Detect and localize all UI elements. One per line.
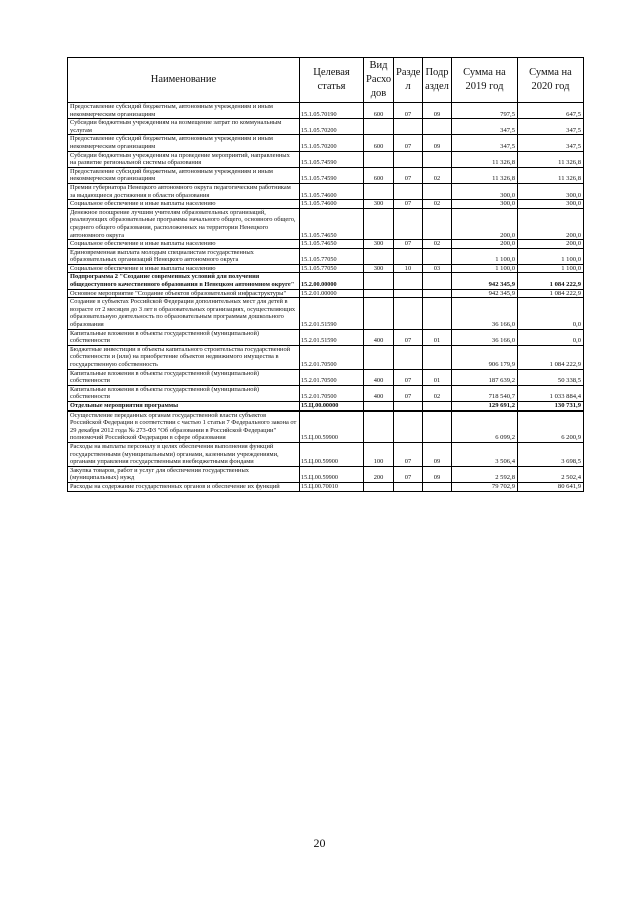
row-target-article-cell: 15.2.01.51590	[300, 298, 364, 329]
row-sum-2020-cell: 347,5	[518, 119, 584, 135]
row-target-article-cell: 15.1.05.74590	[300, 151, 364, 167]
row-sum-2019-cell: 2 592,8	[452, 466, 518, 482]
header-sum-2020: Сумма на 2020 год	[518, 58, 584, 103]
row-subsection-cell: 09	[423, 442, 452, 466]
row-subsection-cell	[423, 208, 452, 239]
row-sum-2019-cell: 36 166,0	[452, 298, 518, 329]
table-row	[68, 369, 584, 385]
row-expense-kind-cell	[364, 273, 394, 289]
row-section-cell: 07	[394, 385, 423, 401]
row-section-cell	[394, 482, 423, 491]
row-subsection-cell	[423, 273, 452, 289]
row-subsection-cell	[423, 248, 452, 264]
row-subsection-cell: 01	[423, 329, 452, 345]
row-sum-2020-cell: 0,0	[518, 298, 584, 329]
table-row	[68, 345, 584, 369]
row-target-article-cell: 15.Ц.00.59900	[300, 411, 364, 443]
row-subsection-cell	[423, 289, 452, 298]
row-subsection-cell	[423, 482, 452, 491]
row-target-article-cell: 15.1.05.77050	[300, 248, 364, 264]
table-row	[68, 411, 584, 443]
row-sum-2020-cell: 1 084 222,9	[518, 273, 584, 289]
row-sum-2019-cell: 11 326,8	[452, 167, 518, 183]
table-row	[68, 119, 584, 135]
row-name-cell: Бюджетные инвестиции в объекты капитального строительства государственной собственности и (или) на приобретение объектов недвижимого имущества в государственную собственность	[68, 345, 300, 369]
row-sum-2019-cell: 200,0	[452, 240, 518, 249]
row-sum-2020-cell: 647,5	[518, 103, 584, 119]
row-section-cell: 07	[394, 167, 423, 183]
table-row	[68, 240, 584, 249]
row-name-cell: Отдельные мероприятия программы	[68, 401, 300, 410]
row-section-cell	[394, 401, 423, 410]
row-expense-kind-cell: 100	[364, 442, 394, 466]
table-row	[68, 442, 584, 466]
row-name-cell: Предоставление субсидий бюджетным, автономным учреждениям и иным некоммерческим организациям	[68, 135, 300, 151]
row-sum-2019-cell: 347,5	[452, 119, 518, 135]
row-name-cell: Премии губернатора Ненецкого автономного округа педагогическим работникам за выдающиеся достижения в области образования	[68, 183, 300, 199]
table-row	[68, 151, 584, 167]
row-name-cell: Социальное обеспечение и иные выплаты населению	[68, 240, 300, 249]
header-subsection: Подр аздел	[423, 58, 452, 103]
table-row	[68, 401, 584, 410]
row-name-cell: Основное мероприятие "Создание объектов образовательной инфраструктуры"	[68, 289, 300, 298]
row-sum-2019-cell: 6 099,2	[452, 411, 518, 443]
row-sum-2019-cell: 36 166,0	[452, 329, 518, 345]
row-sum-2020-cell: 80 641,9	[518, 482, 584, 491]
row-sum-2020-cell: 300,0	[518, 183, 584, 199]
row-sum-2019-cell: 718 540,7	[452, 385, 518, 401]
row-expense-kind-cell	[364, 411, 394, 443]
table-row	[68, 103, 584, 119]
row-section-cell	[394, 345, 423, 369]
row-subsection-cell: 03	[423, 264, 452, 273]
row-subsection-cell	[423, 183, 452, 199]
row-section-cell: 07	[394, 135, 423, 151]
header-name: Наименование	[68, 58, 300, 103]
row-expense-kind-cell: 400	[364, 329, 394, 345]
row-expense-kind-cell	[364, 345, 394, 369]
row-name-cell: Капитальные вложения в объекты государственной (муниципальной) собственности	[68, 385, 300, 401]
row-expense-kind-cell	[364, 208, 394, 239]
row-section-cell	[394, 298, 423, 329]
row-target-article-cell: 15.Ц.00.70010	[300, 482, 364, 491]
row-name-cell: Предоставление субсидий бюджетным, автономным учреждениям и иным некоммерческим организациям	[68, 103, 300, 119]
row-target-article-cell: 15.1.05.70190	[300, 103, 364, 119]
row-subsection-cell	[423, 401, 452, 410]
row-target-article-cell: 15.1.05.70200	[300, 119, 364, 135]
row-sum-2020-cell: 0,0	[518, 329, 584, 345]
row-sum-2019-cell: 942 345,9	[452, 289, 518, 298]
row-target-article-cell: 15.1.05.74650	[300, 208, 364, 239]
row-name-cell: Денежное поощрение лучшим учителям образовательных организаций, реализующих образовательные программы начального общего, основного общего, среднего общего образования, расположенных на территории Ненецкого автономного округа	[68, 208, 300, 239]
row-section-cell	[394, 273, 423, 289]
row-subsection-cell	[423, 119, 452, 135]
row-section-cell	[394, 151, 423, 167]
row-expense-kind-cell	[364, 119, 394, 135]
row-expense-kind-cell	[364, 248, 394, 264]
table-row	[68, 208, 584, 239]
row-sum-2019-cell: 3 506,4	[452, 442, 518, 466]
row-sum-2019-cell: 11 326,8	[452, 151, 518, 167]
table-row	[68, 183, 584, 199]
row-section-cell: 07	[394, 369, 423, 385]
row-sum-2019-cell: 942 345,9	[452, 273, 518, 289]
table-row	[68, 248, 584, 264]
row-name-cell: Капитальные вложения в объекты государственной (муниципальной) собственности	[68, 329, 300, 345]
row-expense-kind-cell	[364, 151, 394, 167]
row-expense-kind-cell	[364, 401, 394, 410]
row-subsection-cell: 01	[423, 369, 452, 385]
row-subsection-cell: 02	[423, 240, 452, 249]
row-name-cell: Осуществление переданных органам государственной власти субъектов Российской Федерации в соответствии с частью 1 статьи 7 Федерального закона от 29 декабря 2012 года № 273-ФЗ "Об образовании в Российской Федерации" полномочий Российской Федерации в сфере образования	[68, 411, 300, 443]
table-row	[68, 298, 584, 329]
table-row	[68, 273, 584, 289]
row-sum-2020-cell: 50 338,5	[518, 369, 584, 385]
row-subsection-cell	[423, 345, 452, 369]
row-name-cell: Расходы на содержание государственных органов и обеспечение их функций	[68, 482, 300, 491]
header-sum-2019: Сумма на 2019 год	[452, 58, 518, 103]
header-target-article: Целевая статья	[300, 58, 364, 103]
budget-sheet	[67, 57, 583, 492]
row-expense-kind-cell	[364, 289, 394, 298]
row-target-article-cell: 15.2.01.00000	[300, 289, 364, 298]
row-section-cell: 07	[394, 442, 423, 466]
row-name-cell: Субсидии бюджетным учреждениям на проведение мероприятий, направленных на развитие региональной системы образования	[68, 151, 300, 167]
row-subsection-cell: 09	[423, 466, 452, 482]
row-sum-2020-cell: 3 698,5	[518, 442, 584, 466]
row-sum-2020-cell: 6 200,9	[518, 411, 584, 443]
row-sum-2019-cell: 200,0	[452, 208, 518, 239]
budget-table	[67, 57, 584, 492]
row-section-cell	[394, 119, 423, 135]
row-expense-kind-cell: 300	[364, 200, 394, 209]
row-subsection-cell: 02	[423, 167, 452, 183]
row-sum-2019-cell: 1 100,0	[452, 264, 518, 273]
table-body	[68, 103, 584, 492]
table-row	[68, 289, 584, 298]
row-name-cell: Капитальные вложения в объекты государственной (муниципальной) собственности	[68, 369, 300, 385]
row-expense-kind-cell: 300	[364, 240, 394, 249]
table-row	[68, 329, 584, 345]
row-target-article-cell: 15.2.01.51590	[300, 329, 364, 345]
row-sum-2020-cell: 1 100,0	[518, 264, 584, 273]
row-sum-2020-cell: 1 033 884,4	[518, 385, 584, 401]
row-sum-2020-cell: 200,0	[518, 240, 584, 249]
row-sum-2019-cell: 1 100,0	[452, 248, 518, 264]
row-section-cell	[394, 289, 423, 298]
row-target-article-cell: 15.2.00.00000	[300, 273, 364, 289]
row-name-cell: Подпрограмма 2 "Создание современных условий для получения общедоступного качественного образования в Ненецком автономном округе"	[68, 273, 300, 289]
row-expense-kind-cell: 600	[364, 103, 394, 119]
row-target-article-cell: 15.1.05.74600	[300, 183, 364, 199]
row-sum-2020-cell: 11 326,8	[518, 151, 584, 167]
row-name-cell: Единовременная выплата молодым специалистам государственных образовательных организаций Ненецкого автономного округа	[68, 248, 300, 264]
row-sum-2019-cell: 187 639,2	[452, 369, 518, 385]
row-sum-2020-cell: 130 731,9	[518, 401, 584, 410]
row-sum-2020-cell: 200,0	[518, 208, 584, 239]
row-expense-kind-cell: 200	[364, 466, 394, 482]
table-row	[68, 482, 584, 491]
row-section-cell: 07	[394, 240, 423, 249]
table-row	[68, 135, 584, 151]
row-section-cell: 07	[394, 466, 423, 482]
row-target-article-cell: 15.1.05.70200	[300, 135, 364, 151]
row-name-cell: Предоставление субсидий бюджетным, автономным учреждениям и иным некоммерческим организациям	[68, 167, 300, 183]
header-section: Разде л	[394, 58, 423, 103]
row-expense-kind-cell: 400	[364, 369, 394, 385]
row-target-article-cell: 15.Ц.00.00000	[300, 401, 364, 410]
table-row	[68, 385, 584, 401]
row-target-article-cell: 15.1.05.77050	[300, 264, 364, 273]
row-sum-2019-cell: 347,5	[452, 135, 518, 151]
row-sum-2020-cell: 347,5	[518, 135, 584, 151]
row-sum-2020-cell: 11 326,8	[518, 167, 584, 183]
row-expense-kind-cell	[364, 183, 394, 199]
row-subsection-cell	[423, 298, 452, 329]
row-sum-2019-cell: 129 691,2	[452, 401, 518, 410]
row-expense-kind-cell	[364, 298, 394, 329]
row-sum-2020-cell: 1 084 222,9	[518, 345, 584, 369]
row-subsection-cell: 02	[423, 200, 452, 209]
row-target-article-cell: 15.1.05.74650	[300, 240, 364, 249]
row-sum-2019-cell: 906 179,9	[452, 345, 518, 369]
row-name-cell: Субсидии бюджетным учреждениям на возмещение затрат по коммунальным услугам	[68, 119, 300, 135]
table-row	[68, 264, 584, 273]
row-name-cell: Социальное обеспечение и иные выплаты населению	[68, 264, 300, 273]
row-section-cell	[394, 411, 423, 443]
row-section-cell	[394, 208, 423, 239]
row-sum-2019-cell: 300,0	[452, 200, 518, 209]
row-expense-kind-cell: 600	[364, 167, 394, 183]
row-subsection-cell: 02	[423, 385, 452, 401]
row-target-article-cell: 15.2.01.70500	[300, 345, 364, 369]
row-target-article-cell: 15.1.05.74600	[300, 200, 364, 209]
row-sum-2019-cell: 300,0	[452, 183, 518, 199]
row-target-article-cell: 15.Ц.00.59900	[300, 466, 364, 482]
header-expense-kind: Вид Расхо дов	[364, 58, 394, 103]
row-sum-2020-cell: 300,0	[518, 200, 584, 209]
row-section-cell: 10	[394, 264, 423, 273]
row-section-cell	[394, 248, 423, 264]
table-row	[68, 466, 584, 482]
header-row	[68, 58, 584, 103]
row-target-article-cell: 15.1.05.74590	[300, 167, 364, 183]
row-sum-2020-cell: 2 502,4	[518, 466, 584, 482]
row-section-cell	[394, 183, 423, 199]
row-name-cell: Социальное обеспечение и иные выплаты населению	[68, 200, 300, 209]
row-sum-2019-cell: 797,5	[452, 103, 518, 119]
row-subsection-cell: 09	[423, 103, 452, 119]
row-section-cell: 07	[394, 329, 423, 345]
row-target-article-cell: 15.2.01.70500	[300, 369, 364, 385]
row-expense-kind-cell: 600	[364, 135, 394, 151]
row-subsection-cell	[423, 151, 452, 167]
row-expense-kind-cell	[364, 482, 394, 491]
row-expense-kind-cell: 300	[364, 264, 394, 273]
page-number: 20	[313, 836, 326, 850]
row-section-cell: 07	[394, 200, 423, 209]
row-sum-2020-cell: 1 100,0	[518, 248, 584, 264]
row-name-cell: Закупка товаров, работ и услуг для обеспечения государственных (муниципальных) нужд	[68, 466, 300, 482]
table-row	[68, 167, 584, 183]
row-expense-kind-cell: 400	[364, 385, 394, 401]
row-name-cell: Расходы на выплаты персоналу в целях обеспечения выполнения функций государственными (муниципальными) органами, казенными учреждениями, органами управления государственными внебюджетными фондами	[68, 442, 300, 466]
row-subsection-cell	[423, 411, 452, 443]
table-row	[68, 200, 584, 209]
row-name-cell: Создание в субъектах Российской Федерации дополнительных мест для детей в возрасте от 2 месяцев до 3 лет в образовательных организациях, осуществляющих образовательную деятельность по образовательным программам дошкольного образования	[68, 298, 300, 329]
row-section-cell: 07	[394, 103, 423, 119]
row-target-article-cell: 15.2.01.70500	[300, 385, 364, 401]
row-subsection-cell: 09	[423, 135, 452, 151]
row-sum-2019-cell: 79 702,9	[452, 482, 518, 491]
row-sum-2020-cell: 1 084 222,9	[518, 289, 584, 298]
row-target-article-cell: 15.Ц.00.59900	[300, 442, 364, 466]
